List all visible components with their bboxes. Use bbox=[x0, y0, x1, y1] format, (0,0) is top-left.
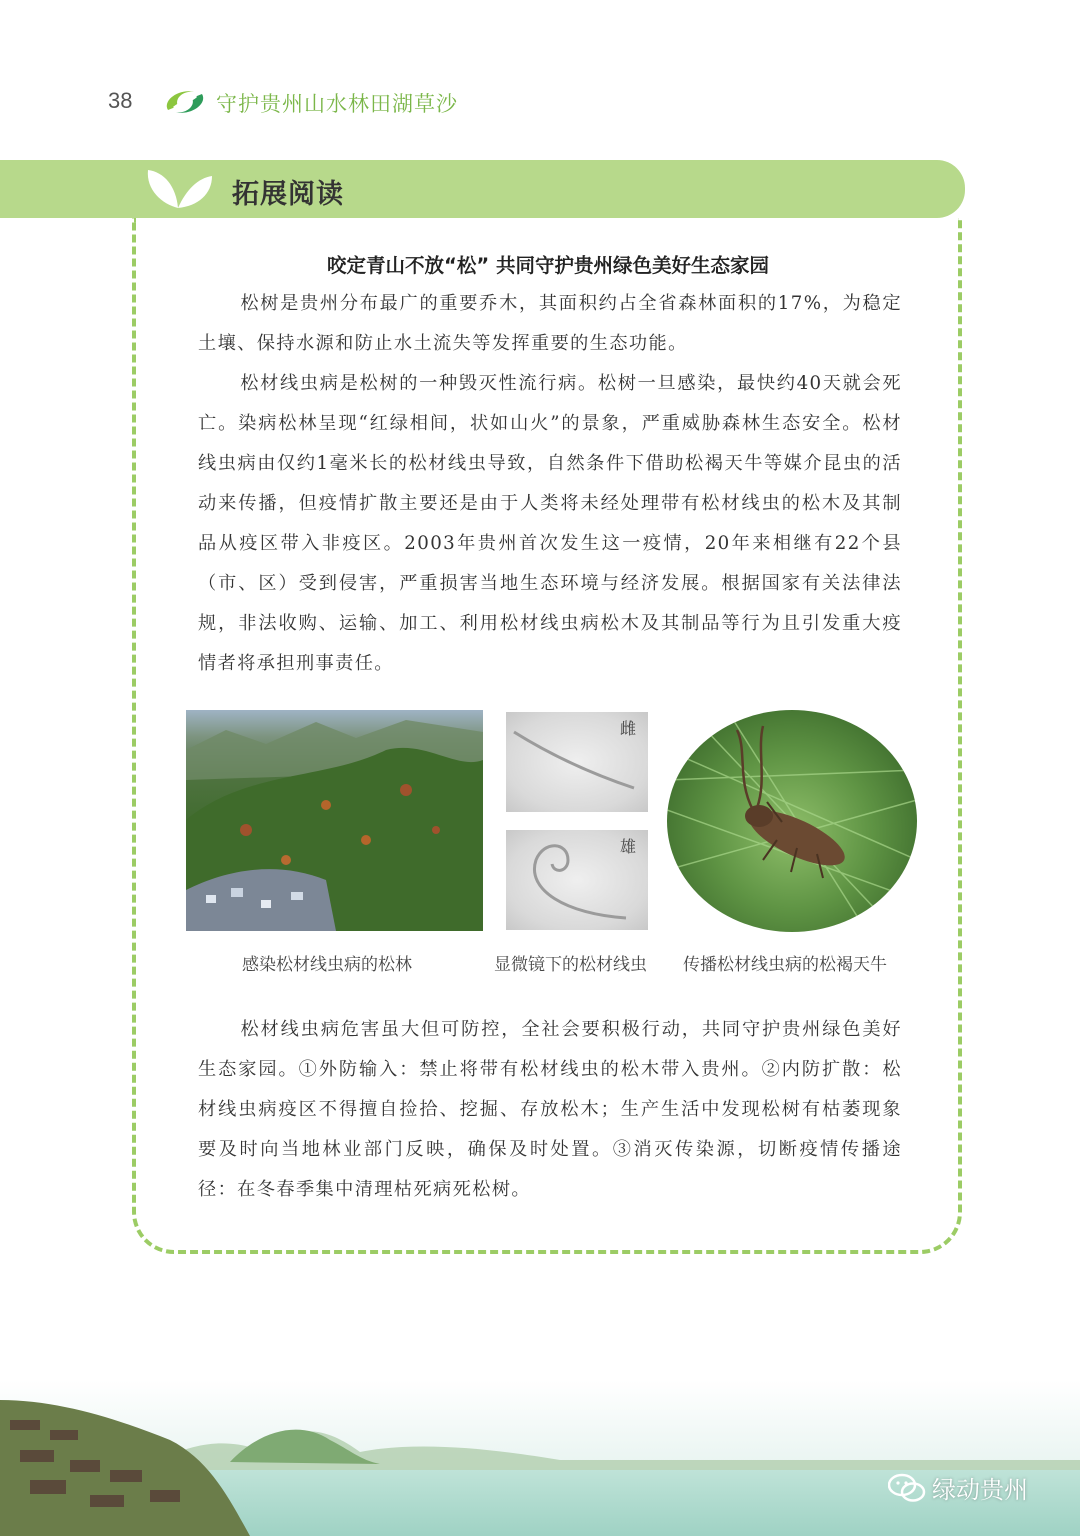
caption-forest: 感染松材线虫病的松林 bbox=[242, 955, 412, 975]
female-nematode-photo bbox=[506, 712, 648, 812]
section-title: 拓展阅读 bbox=[232, 179, 344, 210]
paragraph-2: 松材线虫病是松树的一种毁灭性流行病。松树一旦感染，最快约40天就会死亡。染病松林呈现“红绿相间，状如山火”的景象，严重威胁森林生态安全。松材线虫病由仅约1毫米长的松材线虫导致，自然条件下借助松褐天牛等媒介昆虫的活动来传播，但疫情扩散主要还是由于人类将未经处理带有松材线虫的松木及其制品从疫区带入非疫区。2003年贵州首次发生这一疫情，20年来相继有22个县（市、区）受到侵害，严重损害当地生态环境与经济发展。根据国家有关法律法规，非法收购、运输、加工、利用松材线虫病松木及其制品等行为且引发重大疫情者将承担刑事责任。 bbox=[198, 373, 902, 674]
caption-beetle: 传播松材线虫病的松褐天牛 bbox=[683, 955, 887, 975]
male-nematode-photo bbox=[506, 830, 648, 930]
landscape-footer-image bbox=[0, 1380, 1080, 1536]
watermark bbox=[888, 1470, 1028, 1505]
wechat-icon bbox=[888, 1473, 926, 1503]
leaf-icon bbox=[142, 164, 214, 212]
page-number: 38 bbox=[108, 88, 133, 113]
caption-nematode: 显微镜下的松材线虫 bbox=[494, 955, 647, 975]
series-title: 守护贵州山水林田湖草沙 bbox=[216, 92, 458, 116]
pine-sawyer-beetle-photo bbox=[667, 710, 917, 932]
watermark-text: 绿动贵州 bbox=[932, 1476, 1028, 1504]
female-tag: 雌 bbox=[619, 719, 636, 738]
article-title: 咬定青山不放“松” 共同守护贵州绿色美好生态家园 bbox=[327, 254, 769, 277]
infected-pine-forest-photo bbox=[186, 710, 483, 931]
paragraph-1: 松树是贵州分布最广的重要乔木，其面积约占全省森林面积的17%，为稳定土壤、保持水源和防止水土流失等发挥重要的生态功能。 bbox=[198, 293, 902, 354]
series-logo-icon bbox=[160, 80, 210, 124]
page-header bbox=[0, 70, 1080, 130]
male-tag: 雄 bbox=[619, 837, 636, 856]
paragraph-3: 松材线虫病危害虽大但可防控，全社会要积极行动，共同守护贵州绿色美好生态家园。①外防输入：禁止将带有松材线虫的松木带入贵州。②内防扩散：松材线虫病疫区不得擅自捡拾、挖掘、存放松木；生产生活中发现松树有枯萎现象要及时向当地林业部门反映，确保及时处置。③消灭传染源，切断疫情传播途径：在冬春季集中清理枯死病死松树。 bbox=[198, 1019, 902, 1200]
